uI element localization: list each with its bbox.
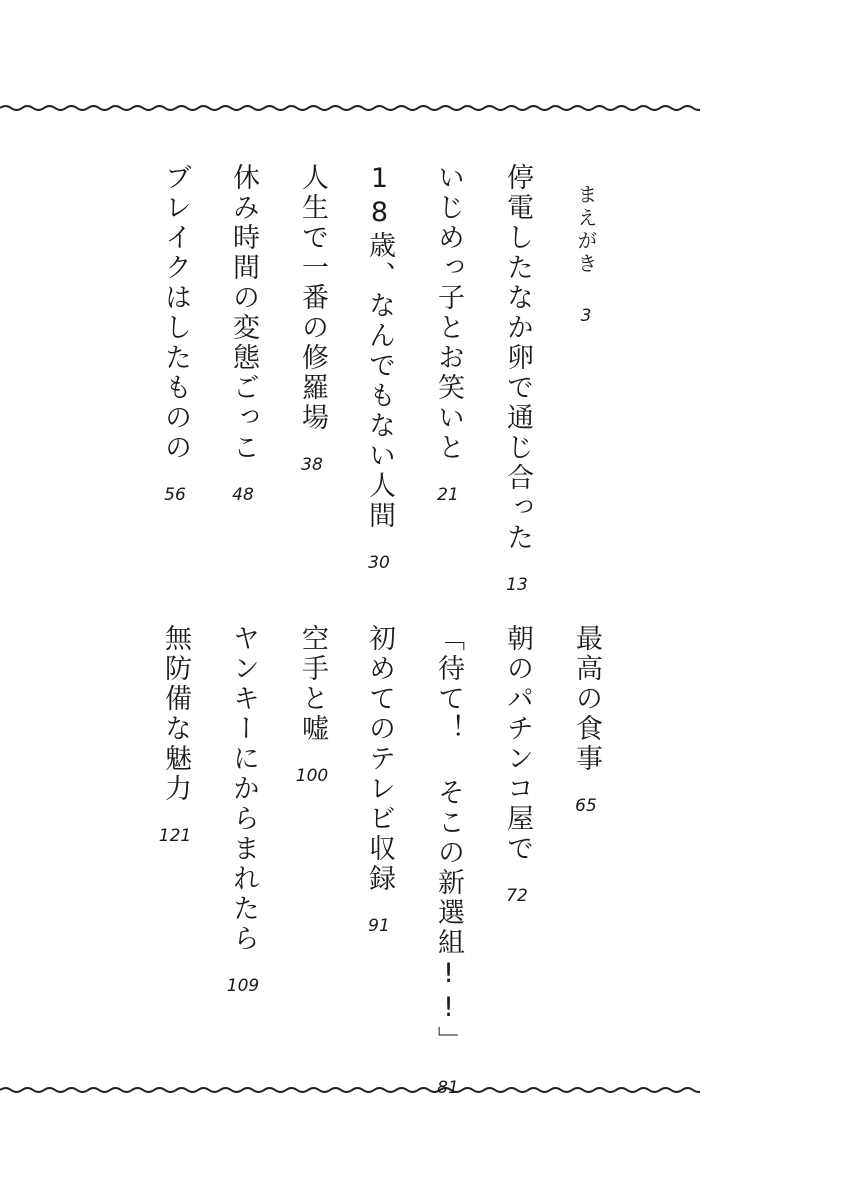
- toc-entry-page: 30: [368, 553, 390, 573]
- toc-entry[interactable]: [496, 624, 538, 906]
- toc-entry-title: ブレイクはしたものの: [160, 163, 191, 463]
- toc-entry[interactable]: [496, 163, 538, 595]
- toc-entry-page: 56: [164, 485, 186, 505]
- toc-entry-page: 72: [506, 886, 528, 906]
- toc-entry[interactable]: [358, 163, 400, 573]
- toc-entry-title: 休み時間の変態ごっこ: [228, 163, 259, 463]
- toc-entry[interactable]: [222, 163, 264, 505]
- toc-entry-title: まえがき: [574, 184, 598, 276]
- toc-entry-page: 100: [295, 766, 329, 786]
- toc-entry-title: 朝のパチンコ屋で: [502, 624, 533, 864]
- toc-entry-page: 21: [437, 485, 459, 505]
- toc-entry-page: 65: [575, 796, 597, 816]
- toc-entry[interactable]: [154, 624, 196, 846]
- toc-entry[interactable]: [291, 163, 333, 475]
- toc-entry-title: 最高の食事: [571, 624, 602, 774]
- toc-entry-page: 38: [301, 455, 323, 475]
- toc-entry-title: いじめっ子とお笑いと: [433, 163, 464, 463]
- toc-entry-title: 初めてのテレビ収録: [364, 624, 395, 894]
- toc-entry[interactable]: [358, 624, 400, 936]
- toc-entry[interactable]: [222, 624, 264, 996]
- toc-entry-page: 48: [232, 485, 254, 505]
- toc-entry-title: 無防備な魅力: [160, 624, 191, 804]
- toc-entry[interactable]: [427, 624, 469, 1098]
- toc-entry-page: 109: [226, 976, 260, 996]
- toc-entry[interactable]: [565, 624, 607, 816]
- toc-entry[interactable]: [154, 163, 196, 505]
- toc-entry-title: ヤンキーにからまれたら: [228, 624, 259, 954]
- toc-entry-page: 91: [368, 916, 390, 936]
- toc-entry[interactable]: [291, 624, 333, 786]
- toc-entry-title: 停電したなか卵で通じ合った: [502, 163, 533, 553]
- toc-entry-title: 18歳、なんでもない人間: [364, 163, 395, 531]
- toc-entry-title: 「待て！ そこの新選組!!」: [433, 624, 464, 1056]
- toc-entry-title: 空手と嘘: [297, 624, 328, 744]
- toc-entry-page: 81: [437, 1078, 459, 1098]
- toc-entry-page: 3: [580, 306, 592, 326]
- toc-entry-title: 人生で一番の修羅場: [297, 163, 328, 433]
- toc-entry-maegaki[interactable]: [565, 184, 607, 326]
- toc-entry-page: 13: [506, 575, 528, 595]
- toc-entry[interactable]: [427, 163, 469, 505]
- toc-entry-page: 121: [158, 826, 192, 846]
